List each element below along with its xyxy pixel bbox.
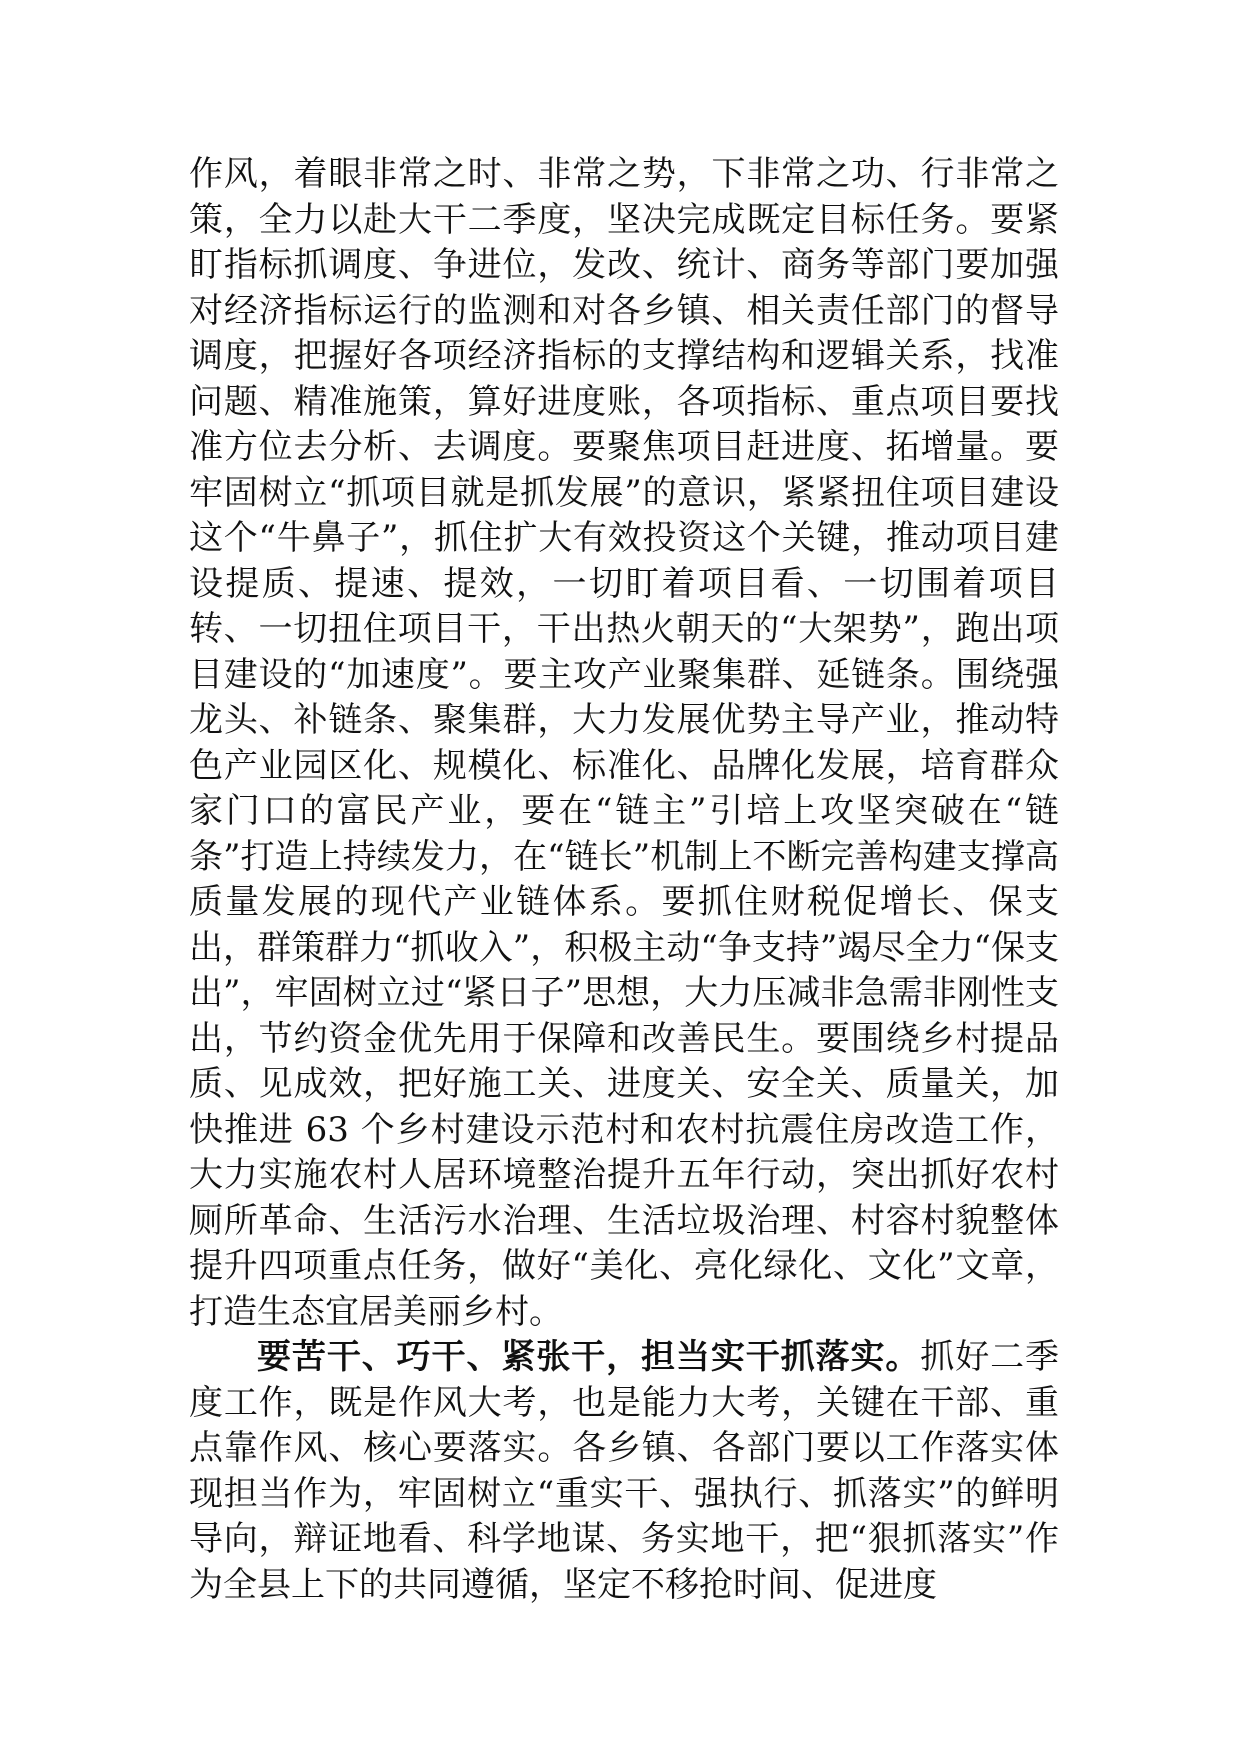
document-body <box>189 152 1059 1608</box>
paragraph-2 <box>189 1335 1059 1608</box>
paragraph-2-lead: 要苦干、巧干、紧张干，担当实干抓落实。 <box>257 1337 921 1377</box>
paragraph-1: 作风，着眼非常之时、非常之势，下非常之功、行非常之策，全力以赴大干二季度，坚决完成既定目标任务。要紧盯指标抓调度、争进位，发改、统计、商务等部门要加强对经济指标运行的监测和对各乡镇、相关责任部门的督导调度，把握好各项经济指标的支撑结构和逻辑关系，找准问题、精准施策，算好进度账，各项指标、重点项目要找准方位去分析、去调度。要聚焦项目赶进度、拓增量。要牢固树立“抓项目就是抓发展”的意识，紧紧扭住项目建设这个“牛鼻子”，抓住扩大有效投资这个关键，推动项目建设提质、提速、提效，一切盯着项目看、一切围着项目转、一切扭住项目干，干出热火朝天的“大架势”，跑出项目建设的“加速度”。要主攻产业聚集群、延链条。围绕强龙头、补链条、聚集群，大力发展优势主导产业，推动特色产业园区化、规模化、标准化、品牌化发展，培育群众家门口的富民产业，要在“链主”引培上攻坚突破在“链条”打造上持续发力，在“链长”机制上不断完善构建支撑高质量发展的现代产业链体系。要抓住财税促增长、保支出，群策群力“抓收入”，积极主动“争支持”竭尽全力“保支出”，牢固树立过“紧日子”思想，大力压减非急需非刚性支出，节约资金优先用于保障和改善民生。要围绕乡村提品质、见成效，把好施工关、进度关、安全关、质量关，加快推进 63 个乡村建设示范村和农村抗震住房改造工作，大力实施农村人居环境整治提升五年行动，突出抓好农村厕所革命、生活污水治理、生活垃圾治理、村容村貌整体提升四项重点任务，做好“美化、亮化绿化、文化”文章，打造生态宜居美丽乡村。 <box>189 154 1059 1332</box>
paragraph-2-body: 抓好二季度工作，既是作风大考，也是能力大考，关键在干部、重点靠作风、核心要落实。各乡镇、各部门要以工作落实体现担当作为，牢固树立“重实干、强执行、抓落实”的鲜明导向，辩证地看、科学地谋、务实地干，把“狠抓落实”作为全县上下的共同遵循，坚定不移抢时间、促进度 <box>189 1337 1060 1605</box>
